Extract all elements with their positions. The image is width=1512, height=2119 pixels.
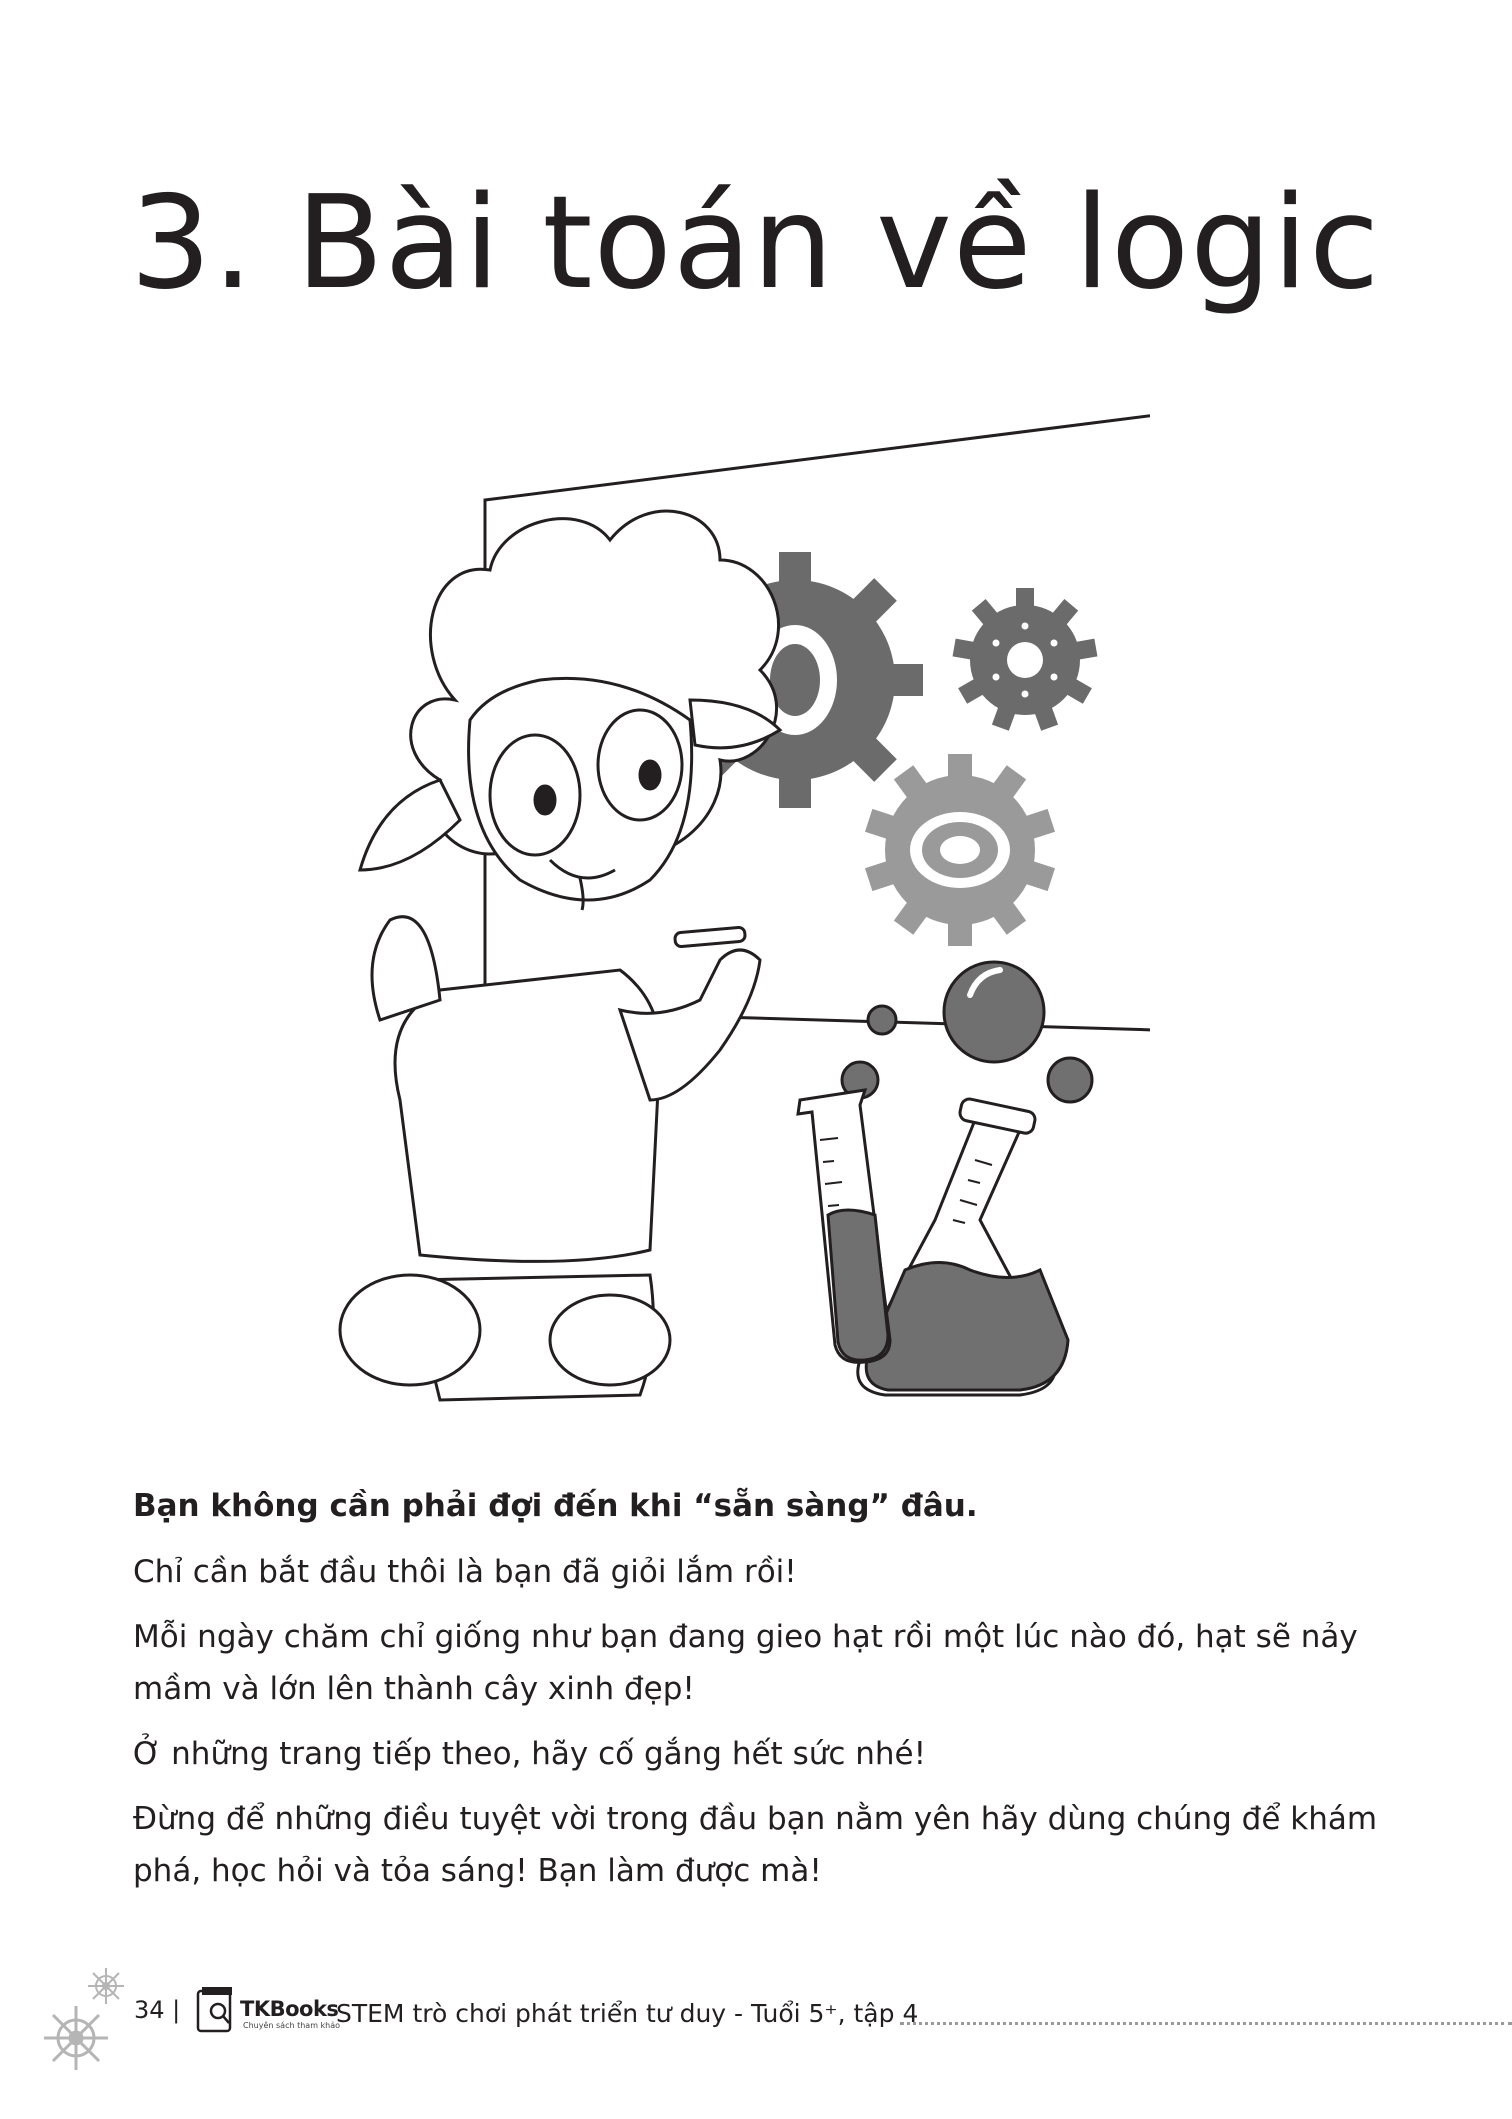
paragraph: Chỉ cần bắt đầu thôi là bạn đã giỏi lắm rồi! — [133, 1554, 797, 1590]
tkbooks-logo-icon — [196, 1985, 236, 2035]
paragraph: Mỗi ngày chăm chỉ giống như bạn đang gieo hạt rồi một lúc nào đó, hạt sẽ nảy mầm và lớn lên thành cây xinh đẹp! — [133, 1619, 1358, 1707]
dotted-leader — [900, 2022, 1512, 2025]
series-title: STEM trò chơi phát triển tư duy - Tuổi 5⁺, tập 4 — [336, 1999, 919, 2028]
test-tube — [798, 1090, 890, 1362]
ship-wheel-icon-small — [86, 1966, 126, 2006]
paragraph: Ở những trang tiếp theo, hãy cố gắng hết sức nhé! — [133, 1736, 927, 1772]
body-text — [133, 1480, 1383, 1910]
brand-name: TKBooks — [240, 1997, 339, 2021]
page-title: 3. Bài toán về logic — [130, 169, 1381, 318]
ship-wheel-icon-large — [40, 2002, 112, 2074]
sheep-scientist-illustration — [320, 400, 1150, 1420]
page-footer — [0, 1960, 1512, 2080]
brand-tagline: Chuyên sách tham khảo — [243, 2021, 341, 2030]
lead-paragraph: Bạn không cần phải đợi đến khi “sẵn sàng” đâu. — [133, 1488, 978, 1524]
paragraph: Đừng để những điều tuyệt vời trong đầu bạn nằm yên hãy dùng chúng để khám phá, học hỏi và tỏa sáng! Bạn làm được mà! — [133, 1801, 1378, 1889]
page-number: 34 | — [134, 1996, 181, 2024]
